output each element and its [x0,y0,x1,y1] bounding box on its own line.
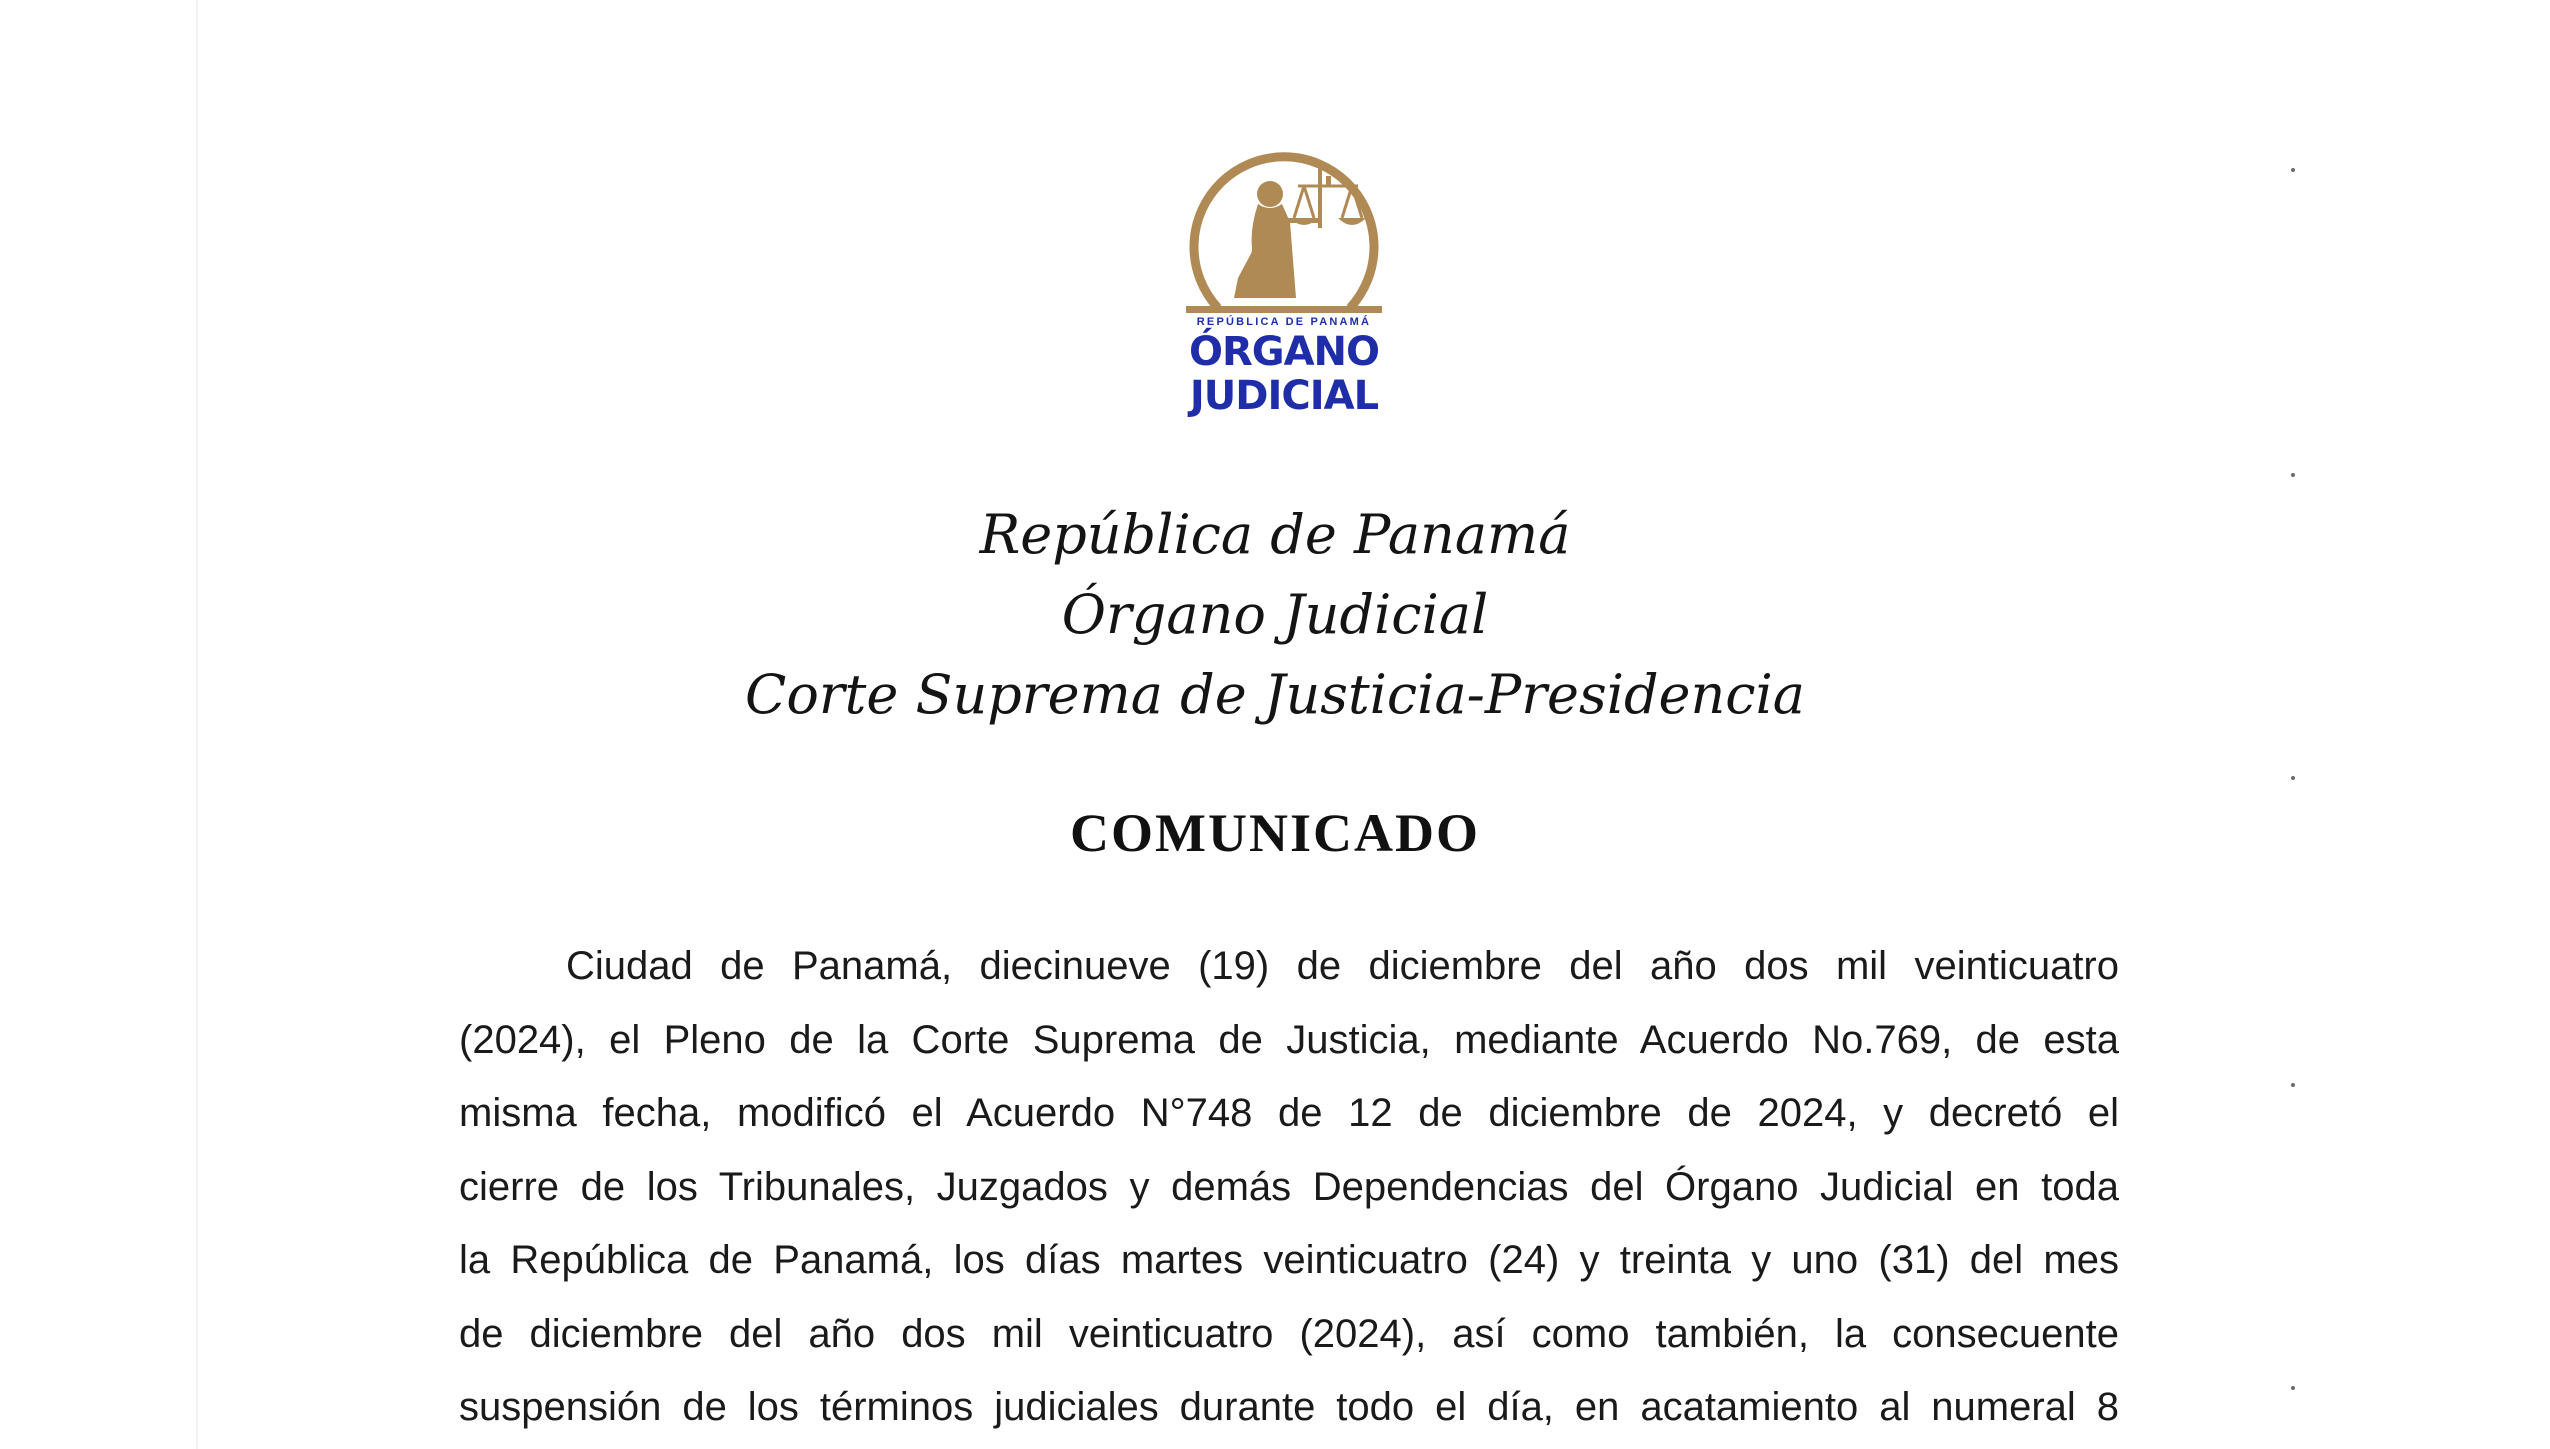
header-corte-suprema: Corte Suprema de Justicia-Presidencia [745,663,1805,726]
seal-judicial-text: JUDICIAL [1189,373,1379,419]
body-line: Ciudad de Panamá, diecinueve (19) de diciembre del año dos mil veinticuatro [566,944,2119,988]
body-line: suspensión de los términos judiciales durante todo el día, en acatamiento al numeral 8 [459,1385,2119,1429]
body-line: misma fecha, modificó el Acuerdo N°748 de 12 de diciembre de 2024, y decretó el [459,1091,2119,1135]
organo-judicial-seal [1178,148,1390,428]
scan-dot [2291,168,2295,172]
document-title: COMUNICADO [1070,803,1480,863]
scan-dot [2291,1386,2295,1390]
justice-scales-icon [1178,148,1390,318]
document-body [459,930,2119,1445]
scan-dot [2291,473,2295,477]
body-line: (2024), el Pleno de la Corte Suprema de Justicia, mediante Acuerdo No.769, de esta [459,1017,2119,1062]
header-organo-judicial: Órgano Judicial [1061,583,1489,646]
header-republica: República de Panamá [979,503,1571,566]
body-line: la República de Panamá, los días martes veinticuatro (24) y treinta y uno (31) del mes [459,1238,2119,1282]
seal-organo-text: ÓRGANO [1188,329,1380,375]
scan-dot [2291,1083,2295,1087]
body-line: cierre de los Tribunales, Juzgados y demás Dependencias del Órgano Judicial en toda [459,1164,2119,1209]
scan-dot [2291,776,2295,780]
seal-small-text: REPÚBLICA DE PANAMÁ [1196,316,1372,328]
body-line: de diciembre del año dos mil veinticuatro (2024), así como también, la consecuente [459,1311,2119,1356]
